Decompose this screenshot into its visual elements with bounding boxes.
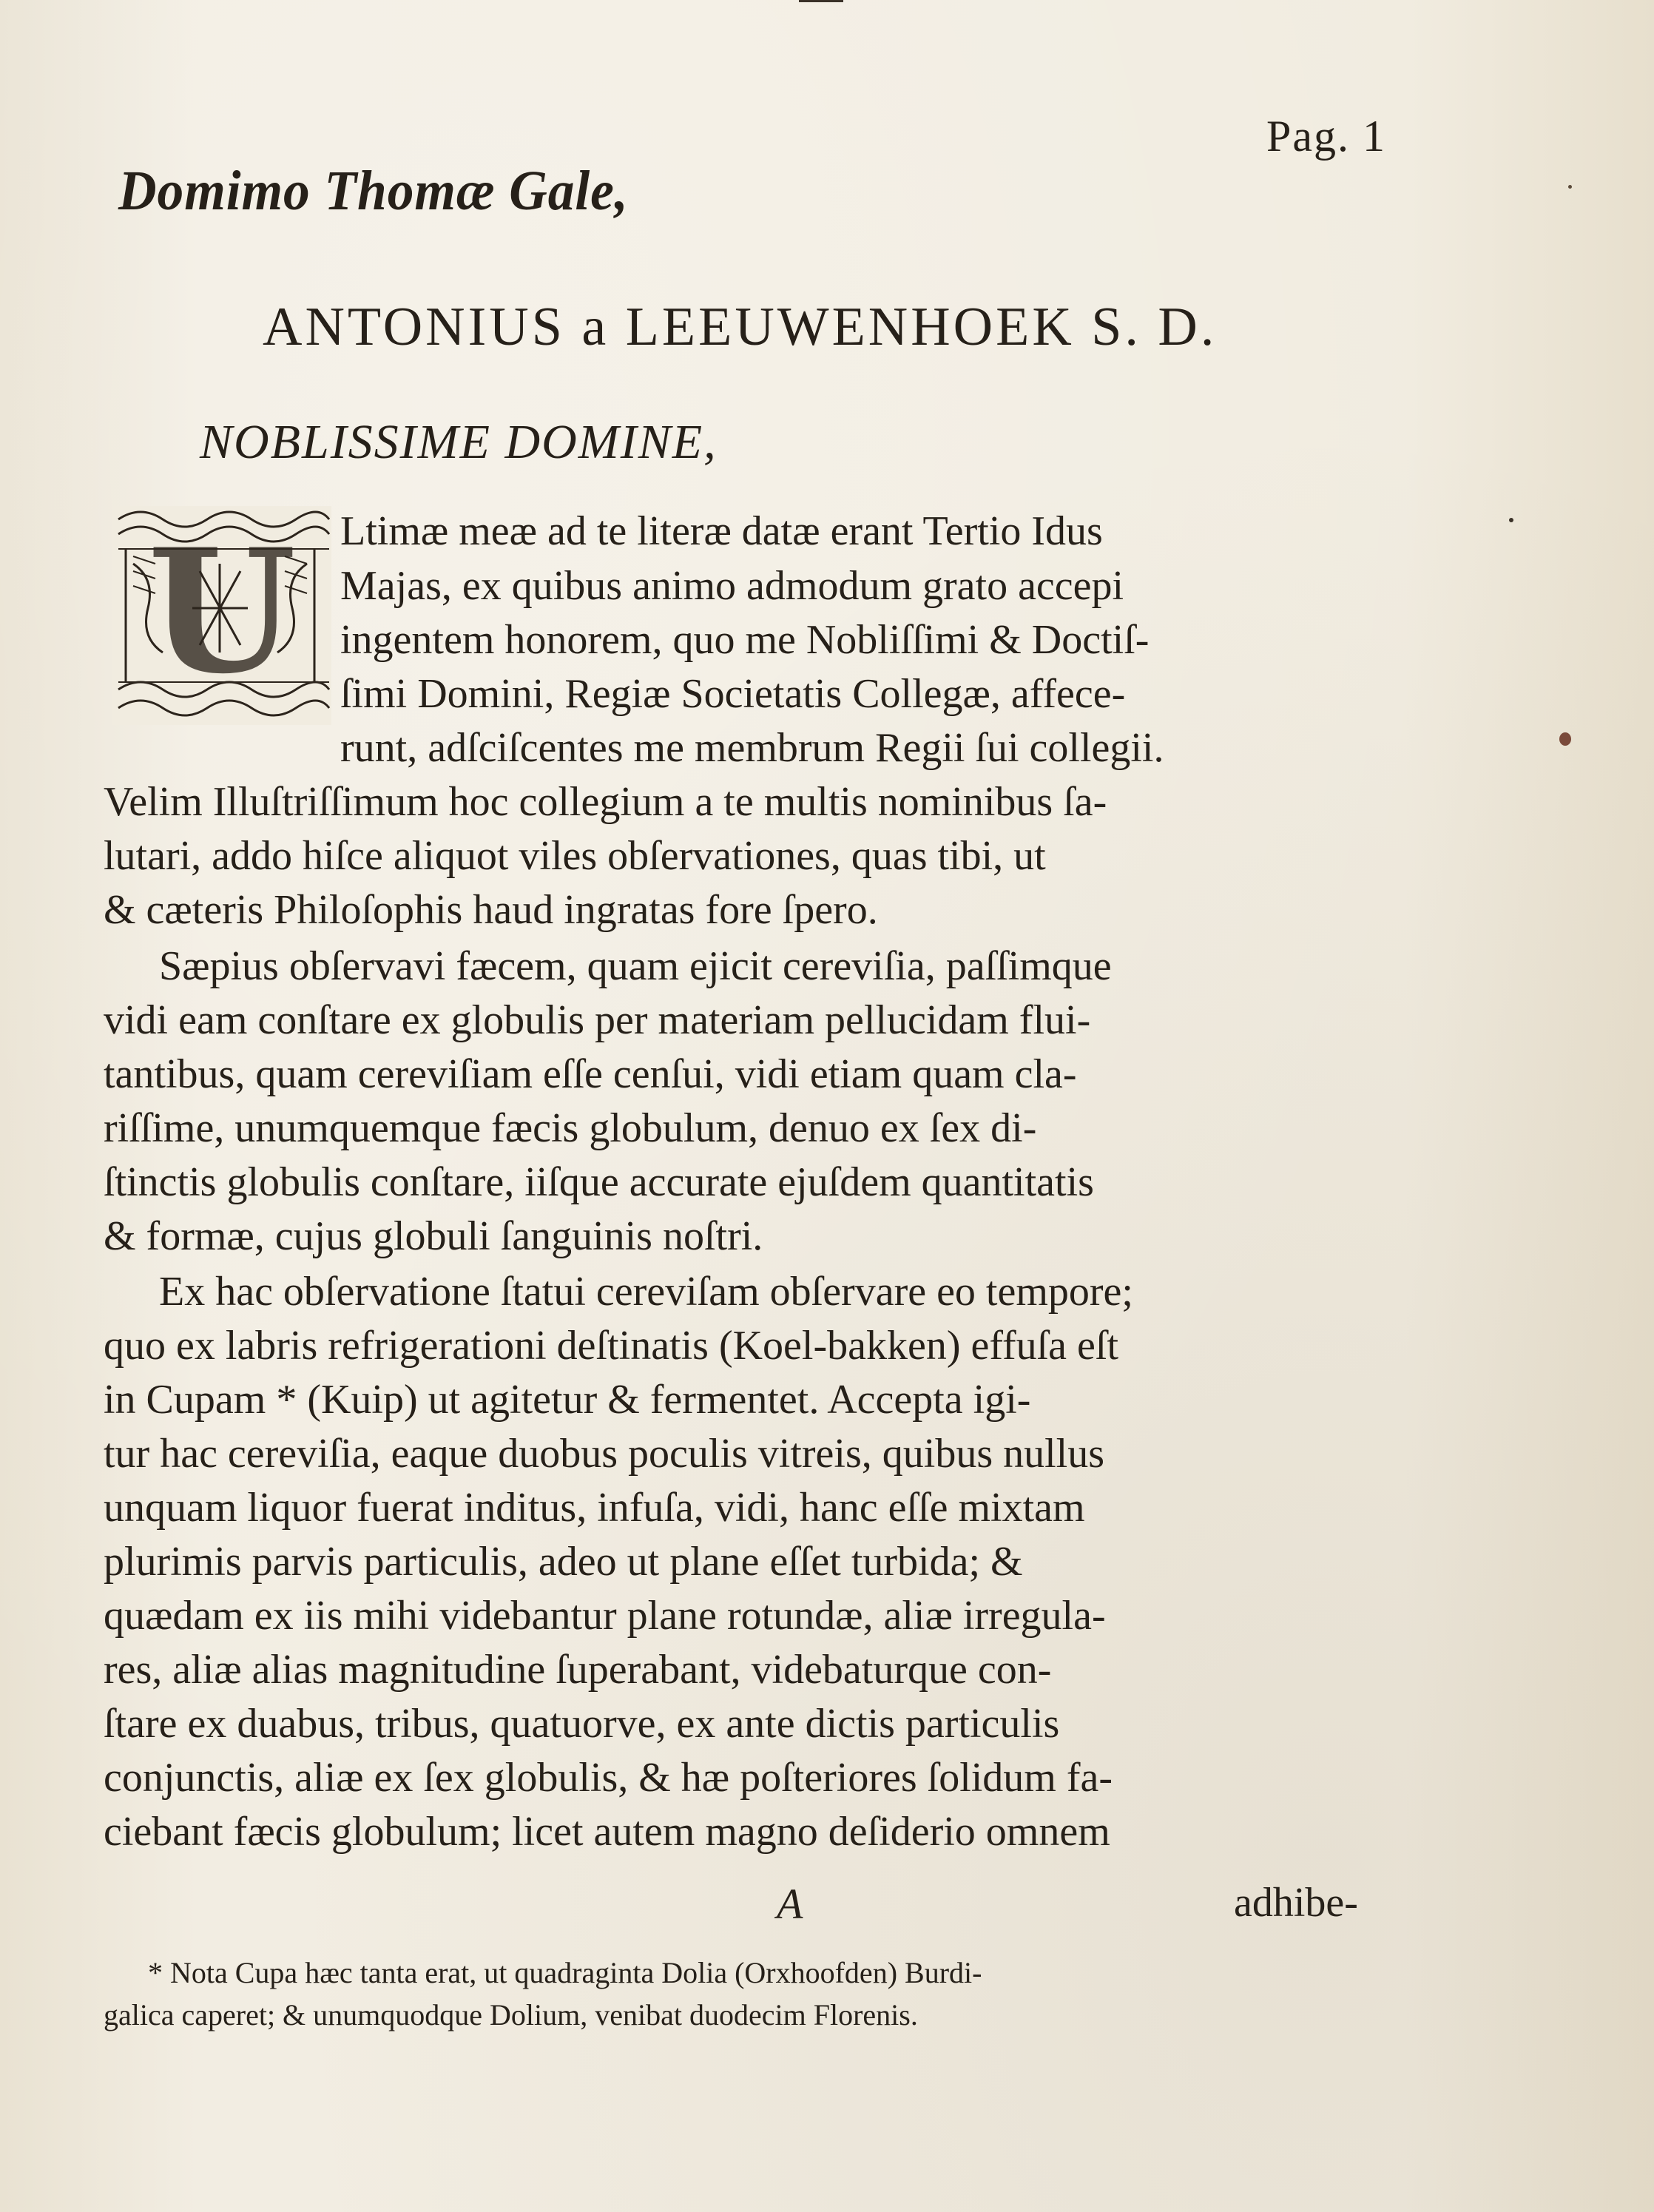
text-line: ſimi Domini, Regiæ Societatis Collegæ, affece-	[340, 671, 1126, 717]
text-line: ingentem honorem, quo me Nobliſſimi & Doctiſ-	[340, 617, 1150, 663]
initial-letter: U	[147, 512, 297, 712]
text-line: unquam liquor fuerat inditus, infuſa, vidi, hanc eſſe mixtam	[104, 1485, 1085, 1531]
text-line: ſtinctis globulis conſtare, iiſque accurate ejuſdem quantitatis	[104, 1159, 1094, 1205]
address-heading: NOBLISSIME DOMINE,	[200, 415, 718, 469]
text-line: & formæ, cujus globuli ſanguinis noſtri.	[104, 1213, 763, 1259]
text-line: & cæteris Philoſophis haud ingratas fore ſpero.	[104, 887, 878, 933]
paper-speck	[1509, 518, 1513, 522]
text-line: Sæpius obſervavi fæcem, quam ejicit cereviſia, paſſimque	[159, 943, 1112, 989]
text-line: vidi eam conſtare ex globulis per materiam pellucidam flui-	[104, 997, 1091, 1043]
text-line: quo ex labris refrigerationi deſtinatis (Koel-bakken) effuſa eſt	[104, 1323, 1118, 1369]
text-line: plurimis parvis particulis, adeo ut plane eſſet turbida; &	[104, 1539, 1023, 1585]
footnote-line-1: * Nota Cupa hæc tanta erat, ut quadraginta Dolia (Orxhoofden) Burdi-	[148, 1956, 982, 1989]
text-line: ciebant fæcis globulum; licet autem magno deſiderio omnem	[104, 1809, 1110, 1855]
ornamental-initial-u	[111, 505, 333, 726]
catchword: adhibe-	[1234, 1880, 1358, 1926]
footnote-line-2: galica caperet; & unumquodque Dolium, venibat duodecim Florenis.	[104, 1998, 918, 2031]
text-line: tantibus, quam cereviſiam eſſe cenſui, vidi etiam quam cla-	[104, 1051, 1077, 1097]
top-edge-mark	[799, 0, 843, 2]
text-line: tur hac cereviſia, eaque duobus poculis vitreis, quibus nullus	[104, 1431, 1105, 1477]
text-line: Majas, ex quibus animo admodum grato accepi	[340, 563, 1124, 609]
text-line: Ltimæ meæ ad te literæ datæ erant Tertio Idus	[340, 508, 1103, 554]
text-line: runt, adſciſcentes me membrum Regii ſui collegii.	[340, 725, 1164, 771]
signature-mark: A	[777, 1880, 803, 1928]
ink-spot	[1559, 732, 1571, 746]
text-line: Ex hac obſervatione ſtatui cereviſam obſervare eo tempore;	[159, 1269, 1133, 1315]
text-line: in Cupam * (Kuip) ut agitetur & fermentet. Accepta igi-	[104, 1377, 1031, 1423]
text-line: Velim Illuſtriſſimum hoc collegium a te multis nominibus ſa-	[104, 779, 1107, 825]
page-number: Pag. 1	[1266, 112, 1386, 161]
author-heading: ANTONIUS a LEEUWENHOEK S. D.	[263, 297, 1218, 357]
paper-speck	[1568, 185, 1572, 189]
text-line: ſtare ex duabus, tribus, quatuorve, ex ante dictis particulis	[104, 1701, 1060, 1747]
text-line: riſſime, unumquemque fæcis globulum, denuo ex ſex di-	[104, 1105, 1037, 1151]
text-line: lutari, addo hiſce aliquot viles obſervationes, quas tibi, ut	[104, 833, 1046, 879]
salutation: Domimo Thomæ Gale,	[118, 160, 629, 222]
text-line: quædam ex iis mihi videbantur plane rotundæ, aliæ irregula-	[104, 1593, 1106, 1639]
text-line: res, aliæ alias magnitudine ſuperabant, videbaturque con-	[104, 1647, 1052, 1693]
text-line: conjunctis, aliæ ex ſex globulis, & hæ poſteriores ſolidum fa-	[104, 1755, 1113, 1801]
